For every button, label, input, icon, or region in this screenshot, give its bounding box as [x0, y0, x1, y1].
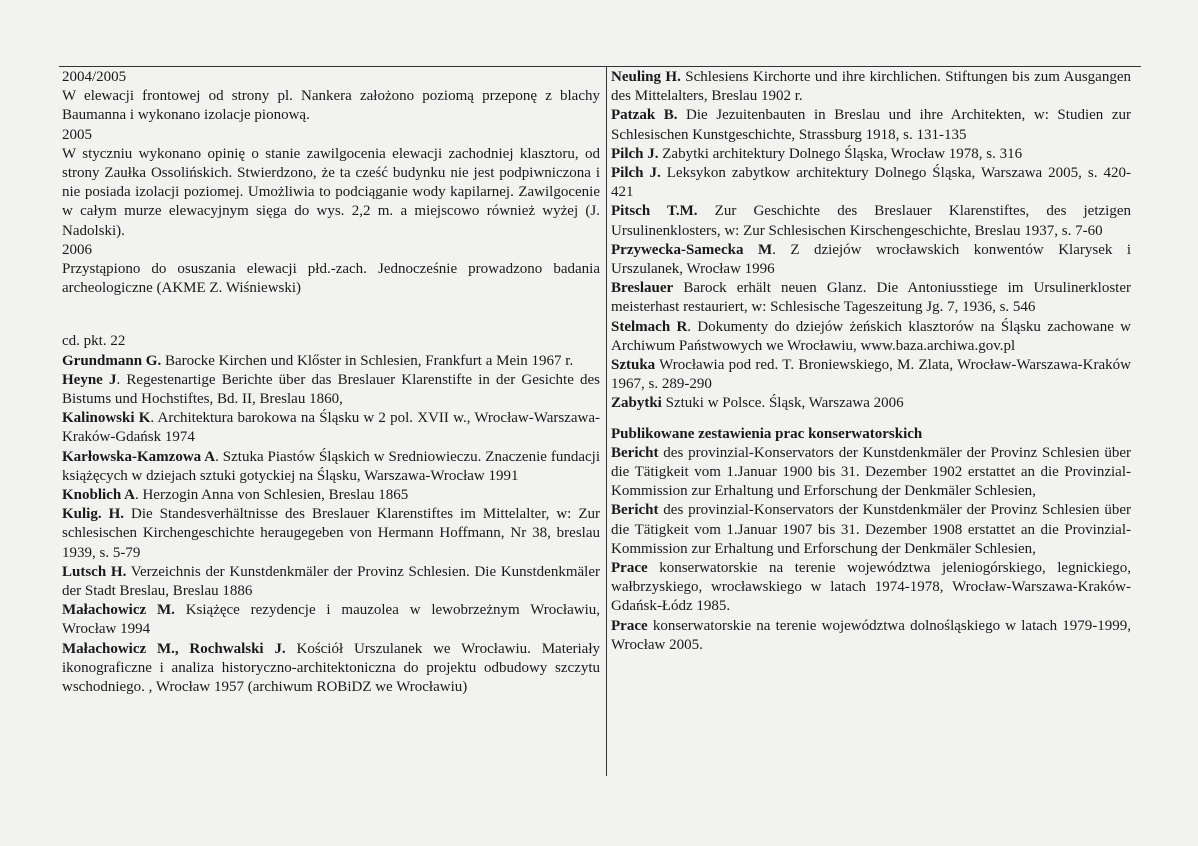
bibliography-entry — [62, 601, 600, 639]
entry-author: Heyne J — [62, 371, 117, 388]
bibliography-entry — [611, 617, 1131, 655]
bibliography-entry — [62, 640, 600, 698]
bibliography-entry — [62, 563, 600, 601]
left-column — [62, 68, 600, 697]
bibliography-entry — [62, 486, 600, 505]
entry-text: . Sztuka Piastów Śląskich w Sredniowieczu. Znaczenie fundacji książęcych w dziejach sztuki gotyckiej na Śląsku, Warszawa-Wrocław 1991 — [62, 448, 600, 484]
bibliography-entry — [611, 394, 1131, 413]
entry-author: Prace — [611, 560, 648, 577]
entry-text: . Dokumenty do dziejów żeńskich klasztorów na Śląsku zachowane w Archiwum Państwowych we Wrocławiu, www.baza.archiwa.gov.pl — [611, 318, 1131, 354]
bibliography-entry — [611, 202, 1131, 240]
paragraph: 2005 — [62, 126, 92, 143]
entry-author: Małachowicz M. — [62, 602, 175, 619]
bibliography-entry — [611, 164, 1131, 202]
entry-text: des provinzial-Konservators der Kunstdenkmäler der Provinz Schlesien über die Tätigkeit vom 1.Januar 1900 bis 31. Dezember 1902 erstattet an die Provinzial-Kommission zur Erhaltung und Erforschung der Denkmäler Schlesien, — [611, 444, 1131, 500]
paragraph: cd. pkt. 22 — [62, 333, 126, 350]
section-heading: Publikowane zestawienia prac konserwatorskich — [611, 425, 923, 442]
entry-text: . Architektura barokowa na Śląsku w 2 pol. XVII w., Wrocław-Warszawa-Kraków-Gdańsk 1974 — [62, 410, 600, 446]
paragraph: 2004/2005 — [62, 69, 127, 85]
entry-author: Bericht — [611, 502, 659, 519]
entry-text: Barocke Kirchen und Klőster in Schlesien, Frankfurt a Mein 1967 r. — [161, 352, 574, 369]
paragraph: W styczniu wykonano opinię o stanie zawilgocenia elewacji zachodniej klasztoru, od strony Zaułka Ossolińskich. Stwierdzono, że ta cześć budynku nie jest podpiwniczona i nie posiada izolacji poziomej. Umożliwia to podciąganie wody kapilarnej. Zawilgocenie w całym murze elewacyjnym sięga do wys. 2,2 m. a miejscowo również wyżej (J. Nadolski). — [62, 145, 600, 239]
bibliography-entry — [611, 279, 1131, 317]
entry-text: konserwatorskie na terenie województwa jeleniogórskiego, legnickiego, wałbrzyskiego, wrocławskiego w latach 1974-1978, Wrocław-Warszawa-Kraków-Gdańsk-Łódz 1985. — [611, 560, 1131, 615]
entry-text: Schlesiens Kirchorte und ihre kirchlichen. Stiftungen bis zum Ausgangen des Mittelalters, Breslau 1902 r. — [611, 69, 1131, 105]
entry-author: Kalinowski K — [62, 410, 151, 427]
entry-author: Małachowicz M., Rochwalski J. — [62, 640, 286, 657]
entry-text: Książęce rezydencje i mauzolea w lewobrzeżnym Wrocławiu, Wrocław 1994 — [62, 602, 600, 638]
bibliography-entry — [611, 444, 1131, 502]
entry-author: Grundmann G. — [62, 352, 162, 369]
bibliography-entry — [62, 409, 600, 447]
column-divider — [606, 66, 607, 776]
entry-text: . Regestenartige Berichte über das Breslauer Klarenstifte in der Gesichte des Bistums und Hochstiftes, Bd. II, Breslau 1860, — [62, 371, 601, 408]
entry-text: Die Jezuitenbauten in Breslau und ihre Architekten, w: Studien zur Schlesischen Kunstgeschichte, Strassburg 1918, s. 131-135 — [611, 107, 1131, 143]
entry-author: Sztuka — [611, 357, 656, 374]
bibliography-entry — [611, 356, 1131, 394]
bibliography-entry — [62, 505, 600, 563]
bibliography-entry — [611, 318, 1131, 356]
top-rule — [59, 66, 1141, 67]
bibliography-entry — [611, 501, 1131, 559]
paragraph: W elewacji frontowej od strony pl. Nankera założono poziomą przeponę z blachy Baumanna i wykonano izolacje pionową. — [62, 88, 600, 124]
bibliography-entry — [611, 145, 1131, 164]
bibliography-entry — [611, 559, 1131, 617]
entry-author: Kulig. H. — [62, 506, 125, 523]
bibliography-entry — [611, 241, 1131, 279]
entry-text: . Herzogin Anna von Schlesien, Breslau 1865 — [134, 487, 409, 504]
right-column — [611, 68, 1131, 655]
entry-author: Lutsch H. — [62, 563, 127, 580]
bibliography-entry — [62, 352, 600, 371]
entry-text: Verzeichnis der Kunstdenkmäler der Provinz Schlesien. Die Kunstdenkmäler der Stadt Breslau, Breslau 1886 — [62, 563, 600, 600]
entry-author: Prace — [611, 617, 648, 634]
entry-text: Kościół Urszulanek we Wrocławiu. Materiały ikonograficzne i analiza historyczno-architektoniczna do projektu odbudowy szczytu wschodniego. , Wrocław 1957 (archiwum ROBiDZ we Wrocławiu) — [62, 640, 601, 696]
entry-text: Die Standesverhältnisse des Breslauer Klarenstiftes im Mittelalter, w: Zur schlesischen Kirchengeschichte heraugegeben von Hermann Hoffmann, Nr 38, breslau 1939, s. 5-79 — [62, 506, 601, 561]
entry-author: Breslauer — [611, 280, 674, 297]
spacer — [62, 298, 600, 332]
entry-text: Leksykon zabytkow architektury Dolnego Śląska, Warszawa 2005, s. 420-421 — [611, 165, 1132, 201]
entry-text: Wrocławia pod red. T. Broniewskiego, M. Zlata, Wrocław-Warszawa-Kraków 1967, s. 289-290 — [611, 357, 1131, 393]
entry-text: Sztuki w Polsce. Śląsk, Warszawa 2006 — [661, 395, 904, 412]
entry-author: Przywecka-Samecka M — [611, 241, 773, 258]
paragraph: Przystąpiono do osuszania elewacji płd.-zach. Jednocześnie prowadzono badania archeologiczne (AKME Z. Wiśniewski) — [62, 261, 600, 297]
entry-text: des provinzial-Konservators der Kunstdenkmäler der Provinz Schlesien über die Tätigkeit vom 1.Januar 1907 bis 31. Dezember 1908 erstattet an die Provinzial-Kommission zur Erhaltung und Erforschung der Denkmäler Schlesien, — [611, 502, 1131, 557]
entry-author: Bericht — [611, 444, 659, 461]
entry-text: Zur Geschichte des Breslauer Klarenstiftes, des jetzigen Ursulinenklosters, w: Zur Schlesischen Kirschengeschichte, Breslau 1937, s. 7-60 — [611, 203, 1131, 239]
entry-author: Patzak B. — [611, 107, 678, 124]
bibliography-entry — [611, 106, 1131, 144]
bibliography-entry — [611, 68, 1131, 106]
bibliography-entry — [62, 448, 600, 486]
entry-text: Barock erhält neuen Glanz. Die Antoniusstiege im Ursulinerkloster meisterhast restauriert, w: Schlesische Tageszeitung Jg. 7, 1936, s. 546 — [611, 280, 1131, 316]
entry-author: Stelmach R — [611, 318, 688, 335]
entry-author: Pilch J. — [611, 145, 659, 162]
entry-author: Neuling H. — [611, 69, 681, 85]
entry-author: Pilch J. — [611, 165, 661, 182]
bibliography-entry — [62, 371, 600, 409]
paragraph: 2006 — [62, 241, 92, 258]
entry-author: Karłowska-Kamzowa A — [62, 448, 216, 465]
entry-text: konserwatorskie na terenie województwa dolnośląskiego w latach 1979-1999, Wrocław 2005. — [611, 617, 1131, 653]
entry-text: . Z dziejów wrocławskich konwentów Klarysek i Urszulanek, Wrocław 1996 — [611, 241, 1131, 278]
entry-author: Zabytki — [611, 395, 662, 412]
entry-author: Pitsch T.M. — [611, 203, 698, 220]
entry-text: Zabytki architektury Dolnego Śląska, Wrocław 1978, s. 316 — [658, 145, 1023, 162]
entry-author: Knoblich A — [62, 487, 135, 504]
spacer — [611, 414, 1131, 425]
